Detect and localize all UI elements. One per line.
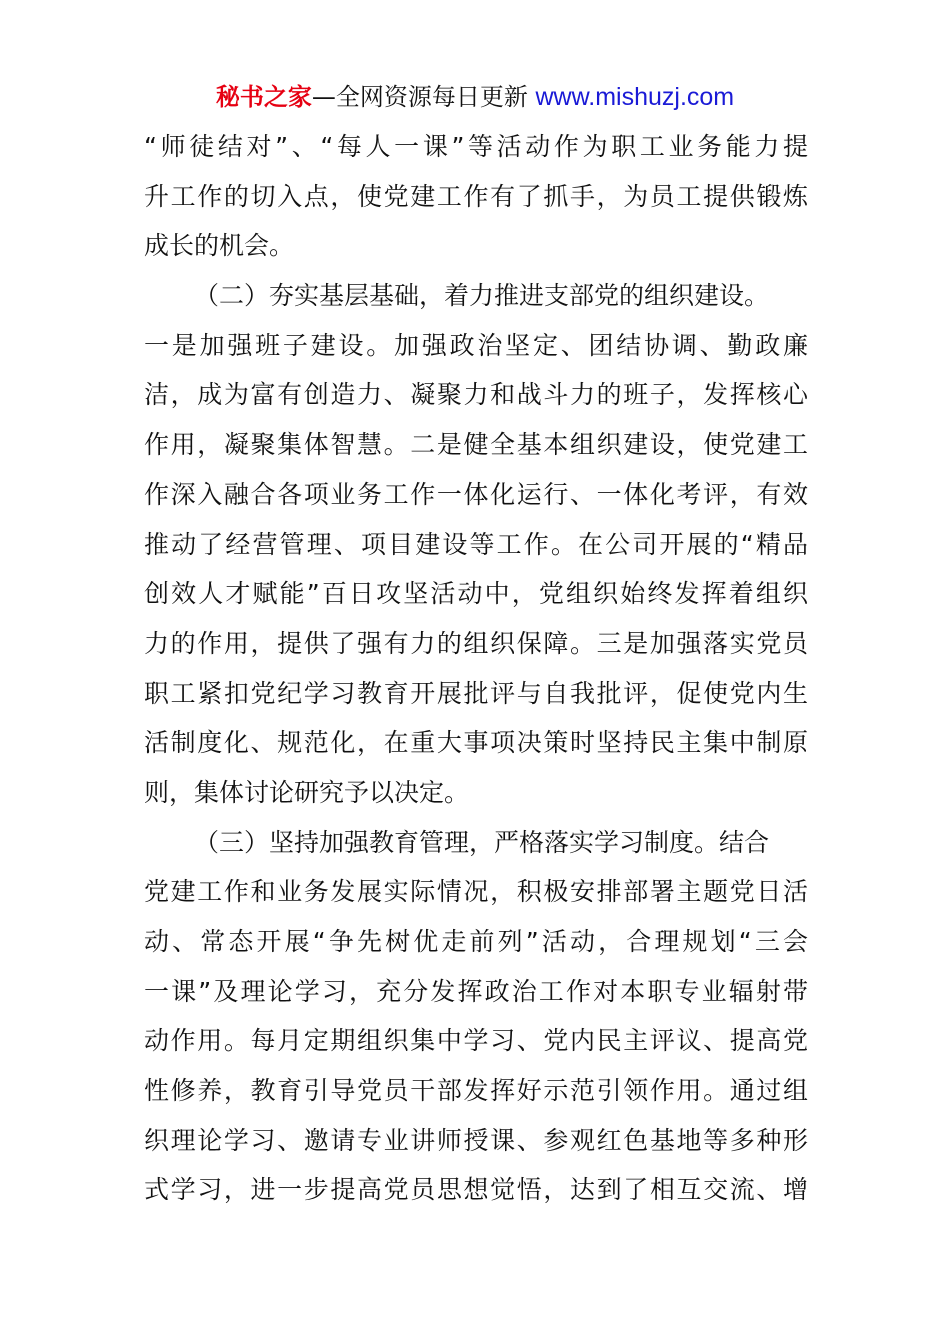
text-line: 作深入融合各项业务工作一体化运行、一体化考评，有效 [144,479,808,509]
text-line: 推动了经营管理、项目建设等工作。在公司开展的“精品 [144,529,808,559]
text-line: “师徒结对”、“每人一课”等活动作为职工业务能力提 [144,132,808,161]
paragraph-heading: （三）坚持加强教育管理，严格落实学习制度。结合 [194,827,770,857]
text-line: 职工紧扣党纪学习教育开展批评与自我批评，促使党内生 [144,678,808,708]
page-header [0,80,950,114]
text-line: 活制度化、规范化，在重大事项决策时坚持民主集中制原 [144,728,808,758]
text-line: 织理论学习、邀请专业讲师授课、参观红色基地等多种形 [144,1125,808,1155]
text-line: 一是加强班子建设。加强政治坚定、团结协调、勤政廉 [144,330,808,360]
text-line: 成长的机会。 [144,231,295,261]
site-brand: 秘书之家 [215,83,312,111]
text-line: 动作用。每月定期组织集中学习、党内民主评议、提高党 [144,1026,808,1056]
text-line: 性修养，教育引导党员干部发挥好示范引领作用。通过组 [144,1076,808,1106]
text-line: 升工作的切入点，使党建工作有了抓手，为员工提供锻炼 [144,181,808,211]
text-line: 力的作用，提供了强有力的组织保障。三是加强落实党员 [144,628,808,658]
text-line: 党建工作和业务发展实际情况，积极安排部署主题党日活 [144,877,808,907]
text-line: 动、常态开展“争先树优走前列”活动，合理规划“三会 [144,927,808,956]
site-tagline: —全网资源每日更新 [311,83,528,111]
text-line: 式学习，进一步提高党员思想觉悟，达到了相互交流、增 [144,1175,808,1205]
text-line: 则，集体讨论研究予以决定。 [144,777,470,807]
text-line: 一课”及理论学习，充分发挥政治工作对本职专业辐射带 [144,976,808,1006]
document-body [144,122,808,1215]
text-line: 洁，成为富有创造力、凝聚力和战斗力的班子，发挥核心 [144,380,808,410]
text-line: 创效人才赋能”百日攻坚活动中，党组织始终发挥着组织 [144,579,808,609]
site-url[interactable]: www.mishuzj.com [535,83,735,111]
paragraph-heading: （二）夯实基层基础，着力推进支部党的组织建设。 [194,281,770,311]
text-line: 作用，凝聚集体智慧。二是健全基本组织建设，使党建工 [144,430,808,460]
